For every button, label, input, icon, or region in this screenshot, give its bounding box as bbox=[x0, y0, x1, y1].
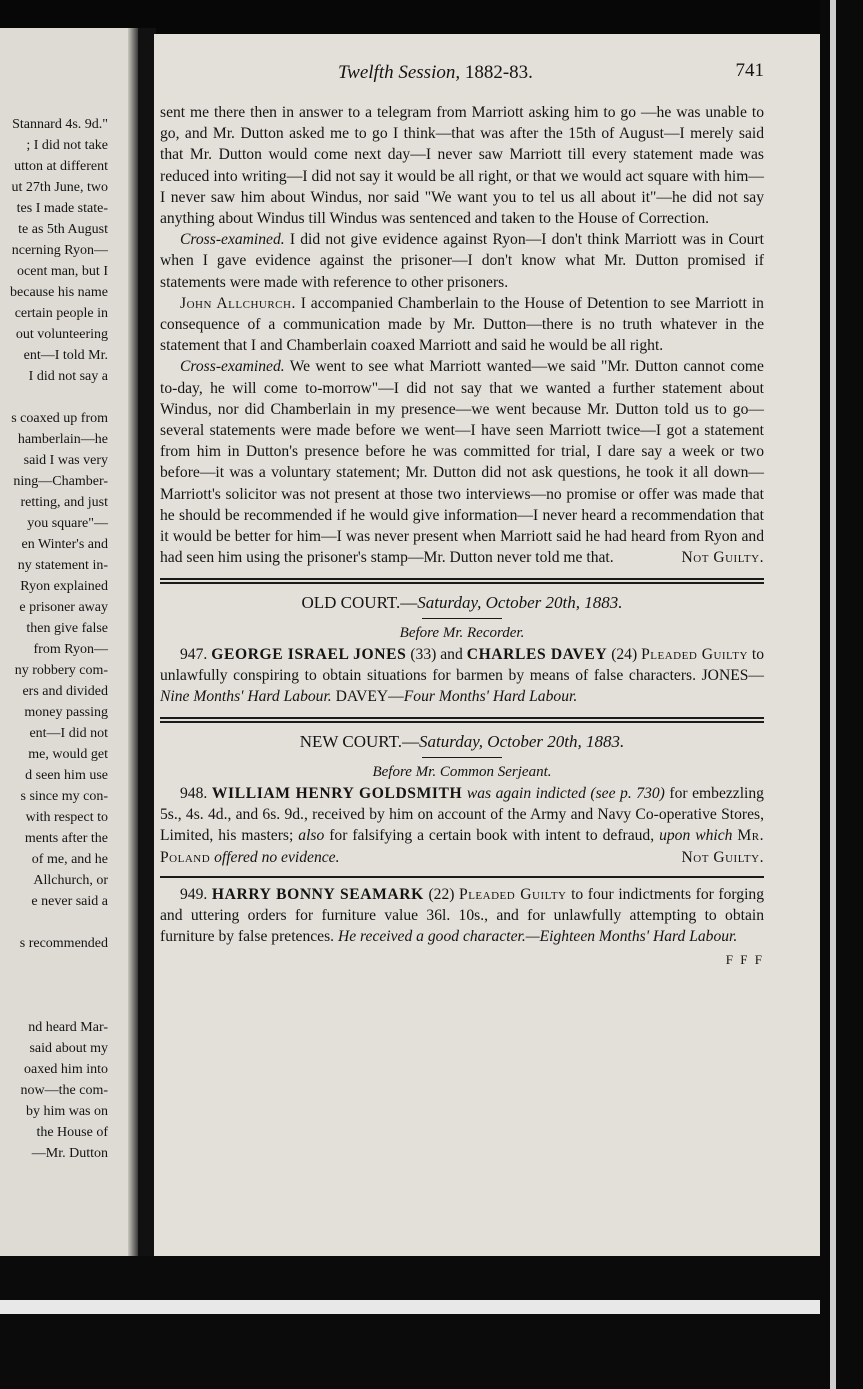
session-title: Twelfth Session, bbox=[338, 62, 461, 83]
left-page-line: ent—I told Mr. bbox=[23, 348, 108, 363]
left-page-line: d seen him use bbox=[25, 768, 108, 783]
old-court-heading bbox=[160, 592, 764, 613]
left-page-line bbox=[10, 387, 108, 408]
testimony-paragraph: sent me there then in answer to a telegram from Marriott asking him to go —he was unable to go, and Mr. Dutton asked me to go I think—that was after the 15th of August—I merely said that Mr. Dutton would come next day—I never saw Marriott till every statement made was reduced into writing—I did not say it would be all right, or that we would act square with him—I never saw him about Windus, nor said "We want you to tel us all about it"—he did not say anything about Windus till Windus was sentenced and taken to the House of Correction. bbox=[160, 104, 764, 228]
left-page-fragment bbox=[0, 28, 138, 1328]
charge-text-948: for embezzling 5s., 4s. 4d., and 6s. 9d., received by him on account of the Army and Navy Co-operative Stores, Limited, his masters; bbox=[160, 784, 764, 845]
left-page-line: with respect to bbox=[25, 810, 108, 825]
cross-examination-paragraph-2 bbox=[160, 356, 764, 568]
signature-mark: F F F bbox=[725, 952, 764, 968]
left-page-line: ning—Chamber- bbox=[13, 474, 108, 489]
left-page-line: ny statement in- bbox=[17, 558, 108, 573]
plea-949: Pleaded Guilty bbox=[459, 885, 567, 903]
scan-edge-stripe bbox=[830, 0, 836, 1389]
left-page-line: Allchurch, or bbox=[33, 873, 108, 888]
upon-which: upon which bbox=[659, 827, 733, 845]
right-page bbox=[154, 34, 820, 1256]
cross-examined-label-2: Cross-examined. bbox=[180, 358, 285, 376]
left-page-line: then give false bbox=[26, 621, 108, 636]
left-page-line: me, would get bbox=[28, 747, 108, 762]
left-page-line: of me, and he bbox=[31, 852, 108, 867]
again-indicted: was again indicted (see p. 730) bbox=[466, 784, 665, 802]
sentence-defendant-2: DAVEY— bbox=[335, 688, 404, 706]
thin-divider bbox=[160, 876, 764, 878]
offered-no-evidence: offered no evidence. bbox=[214, 848, 340, 866]
plea: Pleaded Guilty bbox=[641, 645, 748, 663]
page-body bbox=[160, 102, 764, 971]
left-page-line: s coaxed up from bbox=[11, 411, 108, 426]
left-page-line: ments after the bbox=[24, 831, 108, 846]
sentence-949: He received a good character.—Eighteen Months' Hard Labour. bbox=[337, 928, 738, 946]
session-year: 1882-83. bbox=[464, 62, 533, 83]
also-word: also bbox=[298, 827, 325, 845]
case-948 bbox=[160, 783, 764, 868]
page-fold bbox=[128, 28, 138, 1328]
cross-examined-label: Cross-examined. bbox=[180, 231, 285, 249]
defendant-age: (33) and bbox=[410, 645, 463, 663]
cross-examination-text: I did not give evidence against Ryon—I don't think Marriott was in Court when I gave evidence against the prisoner—I don't know what Mr. Dutton promised if statements were made with reference to other prisoners. bbox=[160, 231, 764, 291]
witness-text: I accompanied Chamberlain to the House of Detention to see Marriott in consequence of a communication made by Mr. Dutton—there is no truth whatever in the statement that I and Chamberlain coaxed Marriott and said he would be all right. bbox=[160, 294, 764, 355]
defendant-name: GEORGE ISRAEL JONES bbox=[211, 645, 407, 663]
left-page-line: out volunteering bbox=[15, 327, 108, 342]
left-page-line: oaxed him into bbox=[24, 1062, 108, 1077]
verdict-948: Not Guilty. bbox=[681, 848, 764, 866]
witness-paragraph bbox=[160, 293, 764, 357]
verdict-not-guilty: Not Guilty. bbox=[681, 549, 764, 567]
left-page-line: tes I made state- bbox=[16, 201, 108, 216]
defendant-name-949: HARRY BONNY SEAMARK bbox=[211, 885, 424, 903]
defendant-age-2: (24) bbox=[611, 645, 638, 663]
left-page-line: Stannard 4s. 9d." bbox=[12, 117, 108, 132]
left-page-line: utton at different bbox=[14, 159, 108, 174]
page-number: 741 bbox=[735, 60, 764, 81]
sentence: Nine Months' Hard Labour. bbox=[160, 688, 332, 706]
left-page-line bbox=[10, 912, 108, 933]
cross-examination-paragraph bbox=[160, 229, 764, 293]
scan-border-bottom bbox=[0, 1256, 820, 1389]
case-number-948: 948. bbox=[180, 784, 208, 802]
left-page-line: ny robbery com- bbox=[14, 663, 108, 678]
new-court-judge: Before Mr. Common Serjeant. bbox=[372, 763, 552, 780]
new-court-title: NEW COURT.— bbox=[299, 732, 419, 752]
left-page-line: from Ryon— bbox=[33, 642, 108, 657]
left-page-line: en Winter's and bbox=[21, 537, 108, 552]
old-court-date: Saturday, October 20th, 1883. bbox=[417, 593, 623, 613]
left-page-line: s since my con- bbox=[20, 789, 108, 804]
left-page-line: ut 27th June, two bbox=[11, 180, 108, 195]
left-page-line: retting, and just bbox=[20, 495, 108, 510]
case-number-949: 949. bbox=[180, 885, 208, 903]
left-page-line bbox=[10, 996, 108, 1017]
case-number: 947. bbox=[180, 645, 208, 663]
new-court-heading bbox=[160, 731, 764, 752]
case-949 bbox=[160, 884, 764, 948]
left-page-line: s recommended bbox=[19, 936, 108, 951]
left-page-line: you square"— bbox=[27, 516, 108, 531]
left-page-line: because his name bbox=[10, 285, 108, 300]
defendant-age-949: (22) bbox=[428, 885, 455, 903]
left-page-line bbox=[10, 975, 108, 996]
left-page-line: I did not say a bbox=[28, 369, 108, 384]
left-page-line: te as 5th August bbox=[18, 222, 108, 237]
defendant-name-948: WILLIAM HENRY GOLDSMITH bbox=[211, 784, 463, 802]
cross-examination-text-2: We went to see what Marriott wanted—we said "Mr. Dutton cannot come to-day, he will come to-morrow"—I did not say that we wanted a further statement about Windus, nor did Chamberlain in my presence—we went because Mr. Dutton told us to go—several statements were made before we went—I have seen Marriott twice—I got a statement from him in Dutton's presence before he was committed for trial, I dare say a week or two before—it was a voluntary statement; Mr. Dutton did not ask questions, he took it all down—Marriott's solicitor was not present at those two interviews—no promise or offer was made that he should be recommended if he would give information—I never heard a recommendation that it would be better for him—I was never present when Marriott said he had heard from Ryon and had seen him using the prisoner's stamp—Mr. Dutton never told me that. bbox=[160, 358, 764, 567]
charge-text-949: to four indictments for forging and uttering orders for furniture value 36l. 10s., and for unlawfully attempting to obtain furniture by false pretences. bbox=[160, 885, 765, 946]
left-page-line: the House of bbox=[36, 1125, 108, 1140]
prosecutor-name: Mr. Poland bbox=[160, 827, 765, 866]
left-page-line: ncerning Ryon— bbox=[11, 243, 108, 258]
running-head bbox=[338, 62, 533, 84]
defendant-name-2: CHARLES DAVEY bbox=[466, 645, 608, 663]
left-page-line bbox=[10, 954, 108, 975]
left-page-line: said about my bbox=[29, 1041, 108, 1056]
charge-text: to unlawfully conspiring to obtain situations for barmen by means of false characters. bbox=[160, 645, 765, 685]
left-page-line: by him was on bbox=[25, 1104, 108, 1119]
left-page-line: now—the com- bbox=[20, 1083, 108, 1098]
new-court-date: Saturday, October 20th, 1883. bbox=[418, 732, 625, 752]
charge-text-948-2: for falsifying a certain book with intent to defraud, bbox=[329, 827, 655, 845]
left-page-line: ent—I did not bbox=[29, 726, 108, 741]
old-court-judge: Before Mr. Recorder. bbox=[399, 624, 525, 641]
scan-strip bbox=[0, 1300, 820, 1314]
left-page-line: Ryon explained bbox=[20, 579, 108, 594]
left-page-line: nd heard Mar- bbox=[28, 1020, 108, 1035]
old-court-title: OLD COURT.— bbox=[301, 593, 418, 613]
left-page-line: said I was very bbox=[23, 453, 108, 468]
left-page-line: hamberlain—he bbox=[17, 432, 108, 447]
left-page-text bbox=[10, 114, 108, 1164]
short-rule-2 bbox=[422, 757, 502, 758]
left-page-line: certain people in bbox=[14, 306, 108, 321]
sentence-defendant: JONES— bbox=[701, 667, 764, 685]
case-947 bbox=[160, 644, 764, 708]
left-page-line: e never said a bbox=[31, 894, 108, 909]
witness-name: John Allchurch. bbox=[180, 294, 296, 312]
sentence-2: Four Months' Hard Labour. bbox=[403, 688, 578, 706]
left-page-line: money passing bbox=[24, 705, 108, 720]
left-page-line: e prisoner away bbox=[19, 600, 108, 615]
left-page-line: ; I did not take bbox=[26, 138, 108, 153]
left-page-line: ocent man, but I bbox=[17, 264, 108, 279]
short-rule bbox=[422, 618, 502, 619]
scan-border-right bbox=[820, 0, 863, 1389]
section-divider bbox=[160, 578, 764, 584]
left-page-line: ers and divided bbox=[22, 684, 108, 699]
section-divider-2 bbox=[160, 717, 764, 723]
left-page-line: —Mr. Dutton bbox=[31, 1146, 108, 1161]
